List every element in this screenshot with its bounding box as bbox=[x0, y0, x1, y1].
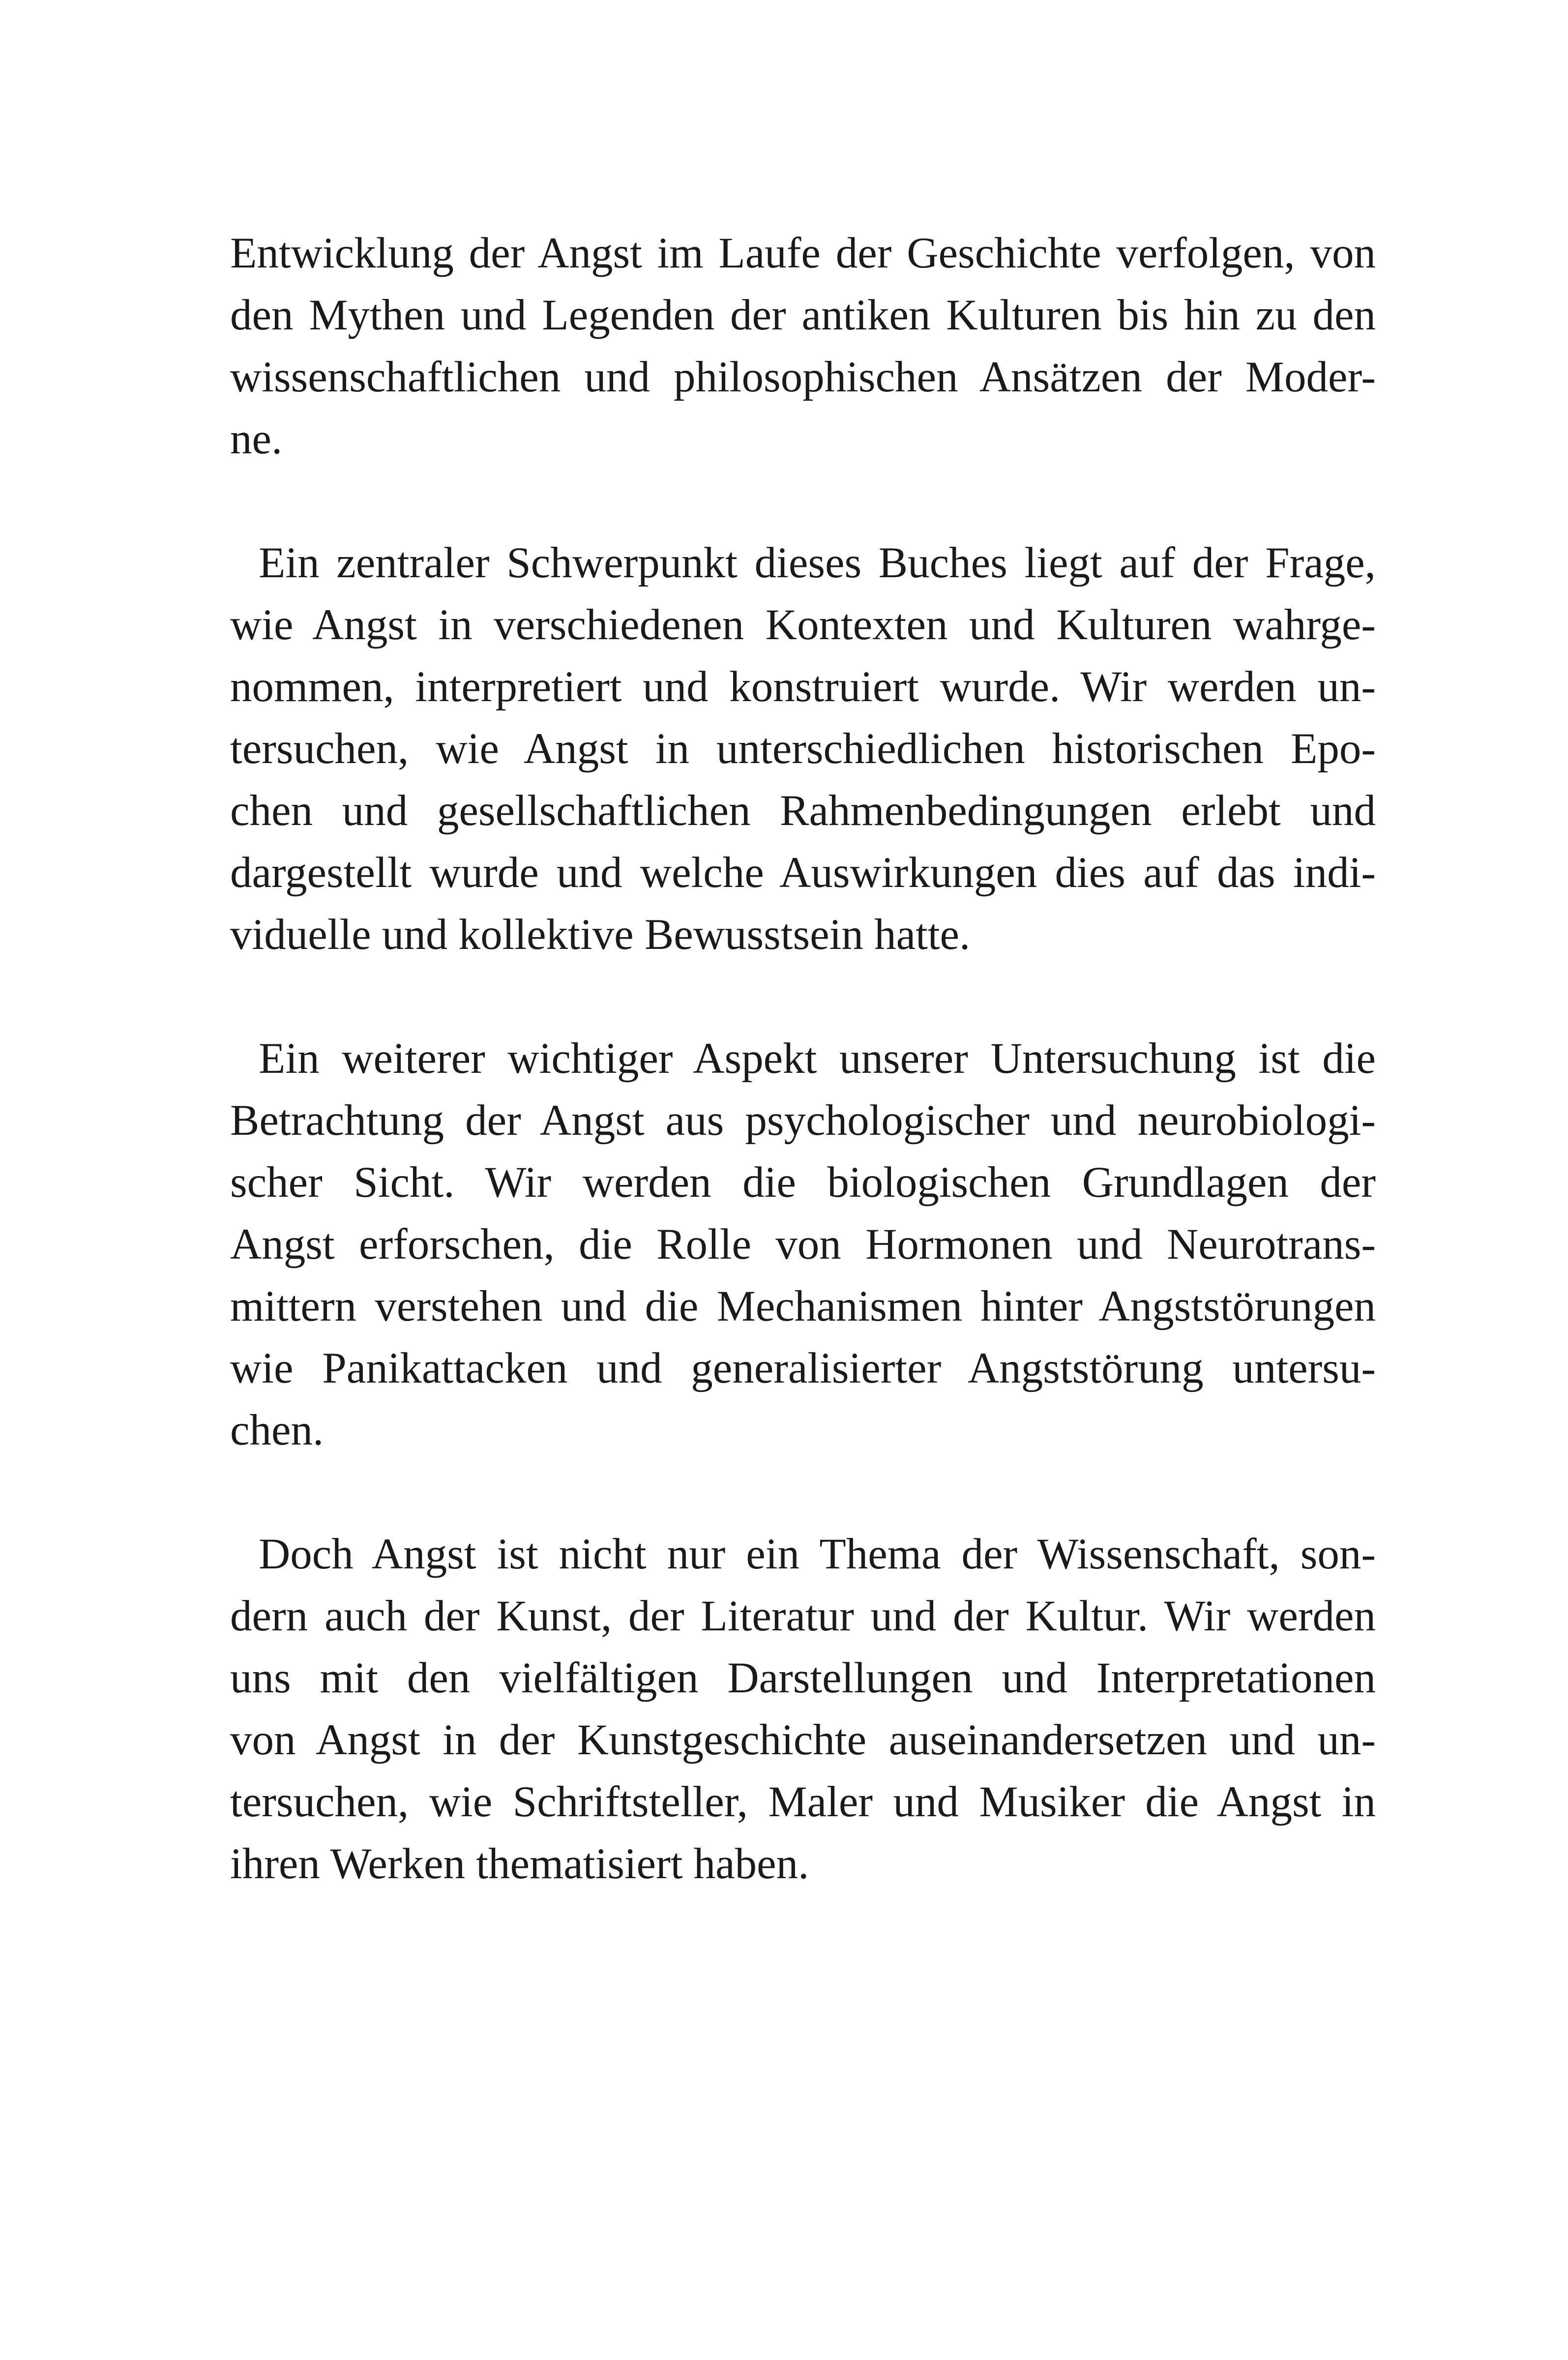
paragraph-gap bbox=[230, 470, 1376, 532]
text-line: tersuchen, wie Angst in unterschiedlichen historischen Epo- bbox=[230, 725, 1376, 773]
text-line: von Angst in der Kunstgeschichte auseinandersetzen und un- bbox=[230, 1716, 1376, 1764]
text-line: scher Sicht. Wir werden die biologischen Grundlagen der bbox=[230, 1158, 1376, 1207]
text-line: tersuchen, wie Schriftsteller, Maler und Musiker die Angst in bbox=[230, 1778, 1376, 1826]
text-line: uns mit den vielfältigen Darstellungen und Interpretationen bbox=[230, 1654, 1376, 1702]
text-line: Doch Angst ist nicht nur ein Thema der Wissenschaft, son- bbox=[259, 1530, 1376, 1578]
text-line: dargestellt wurde und welche Auswirkungen dies auf das indi- bbox=[230, 849, 1376, 897]
text-line: nommen, interpretiert und konstruiert wurde. Wir werden un- bbox=[230, 663, 1376, 711]
text-line: Betrachtung der Angst aus psychologischer und neurobiologi- bbox=[230, 1096, 1376, 1145]
text-line: wie Angst in verschiedenen Kontexten und Kulturen wahrge- bbox=[230, 601, 1376, 649]
text-line: Entwicklung der Angst im Laufe der Geschichte verfolgen, von bbox=[230, 229, 1376, 277]
text-line: ihren Werken thematisiert haben. bbox=[230, 1840, 809, 1888]
text-line: Angst erforschen, die Rolle von Hormonen und Neurotrans- bbox=[230, 1220, 1376, 1268]
text-line: den Mythen und Legenden der antiken Kulturen bis hin zu den bbox=[230, 291, 1376, 339]
text-line: ne. bbox=[230, 415, 283, 463]
paragraph-gap bbox=[230, 1461, 1376, 1523]
text-line: wie Panikattacken und generalisierter Angststörung untersu- bbox=[230, 1344, 1376, 1392]
text-line: mittern verstehen und die Mechanismen hinter Angststörungen bbox=[230, 1282, 1376, 1330]
text-line: wissenschaftlichen und philosophischen Ansätzen der Moder- bbox=[230, 353, 1376, 401]
text-line: chen und gesellschaftlichen Rahmenbedingungen erlebt und bbox=[230, 787, 1376, 835]
text-line: Ein zentraler Schwerpunkt dieses Buches liegt auf der Frage, bbox=[259, 539, 1376, 587]
text-line: viduelle und kollektive Bewusstsein hatte. bbox=[230, 911, 971, 959]
text-line: dern auch der Kunst, der Literatur und der Kultur. Wir werden bbox=[230, 1592, 1376, 1640]
paragraph-gap bbox=[230, 966, 1376, 1028]
text-line: chen. bbox=[230, 1406, 324, 1454]
text-line: Ein weiterer wichtiger Aspekt unserer Untersuchung ist die bbox=[259, 1034, 1376, 1083]
body-text bbox=[230, 222, 1376, 1895]
